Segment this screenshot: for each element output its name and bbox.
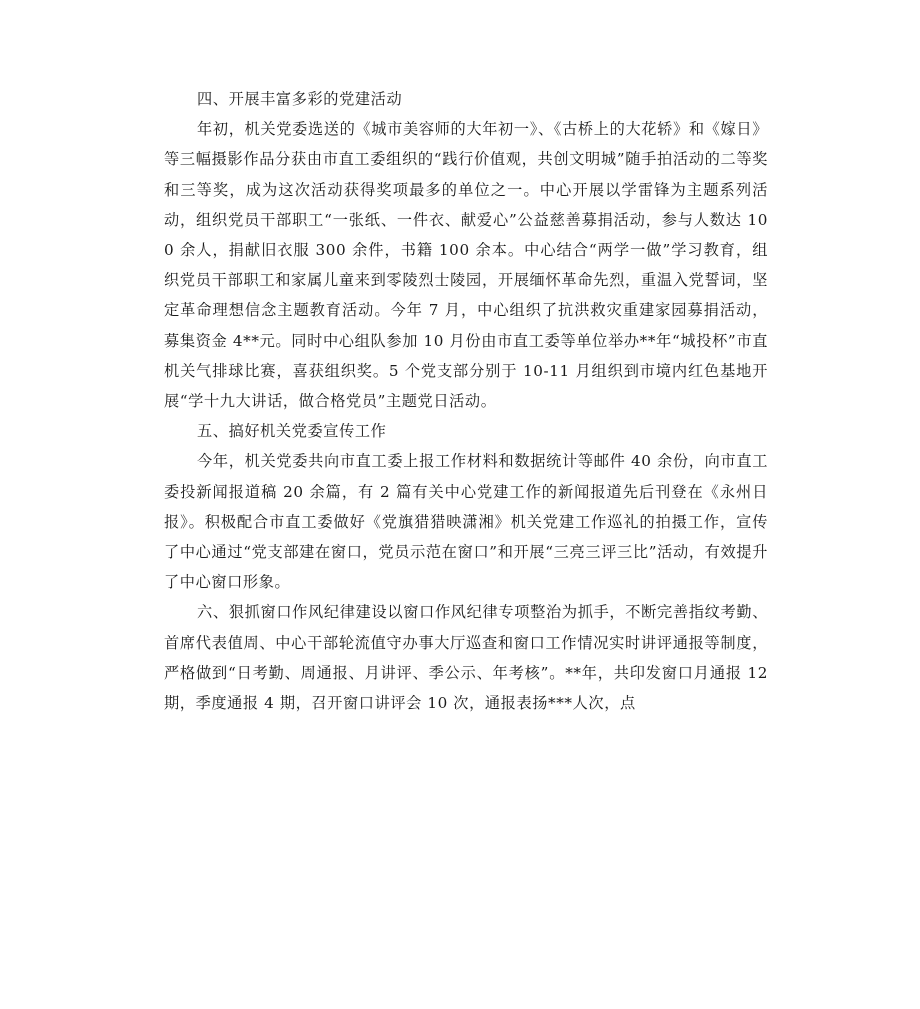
document-body	[164, 84, 768, 718]
section-five-paragraph: 今年，机关党委共向市直工委上报工作材料和数据统计等邮件 40 余份，向市直工委投新闻报道稿 20 余篇，有 2 篇有关中心党建工作的新闻报道先后刊登在《永州日报》。积极配合市直工委做好《党旗猎猎映潇湘》机关党建工作巡礼的拍摄工作，宣传了中心通过“党支部建在窗口，党员示范在窗口”和开展“三亮三评三比”活动，有效提升了中心窗口形象。	[164, 452, 768, 592]
section-four-paragraph: 年初，机关党委选送的《城市美容师的大年初一》、《古桥上的大花轿》和《嫁日》等三幅摄影作品分获由市直工委组织的“践行价值观，共创文明城”随手拍活动的二等奖和三等奖，成为这次活动获得奖项最多的单位之一。中心开展以学雷锋为主题系列活动，组织党员干部职工“一张纸、一件衣、献爱心”公益慈善募捐活动，参与人数达 100 余人，捐献旧衣服 300 余件，书籍 100 余本。中心结合“两学一做”学习教育，组织党员干部职工和家属儿童来到零陵烈士陵园，开展缅怀革命先烈，重温入党誓词，坚定革命理想信念主题教育活动。今年 7 月，中心组织了抗洪救灾重建家园募捐活动，募集资金 4**元。同时中心组队参加 10 月份由市直工委等单位举办**年“城投杯”市直机关气排球比赛，喜获组织奖。5 个党支部分别于 10-11 月组织到市境内红色基地开展“学十九大讲话，做合格党员”主题党日活动。	[164, 120, 768, 411]
section-four-heading: 四、开展丰富多彩的党建活动	[197, 90, 403, 108]
section-six-paragraph: 六、狠抓窗口作风纪律建设以窗口作风纪律专项整治为抓手，不断完善指纹考勤、首席代表值周、中心干部轮流值守办事大厅巡查和窗口工作情况实时讲评通报等制度，严格做到“日考勤、周通报、月讲评、季公示、年考核”。**年，共印发窗口月通报 12 期，季度通报 4 期，召开窗口讲评会 10 次，通报表扬***人次，点	[164, 603, 768, 713]
section-five-heading: 五、搞好机关党委宣传工作	[197, 422, 387, 441]
